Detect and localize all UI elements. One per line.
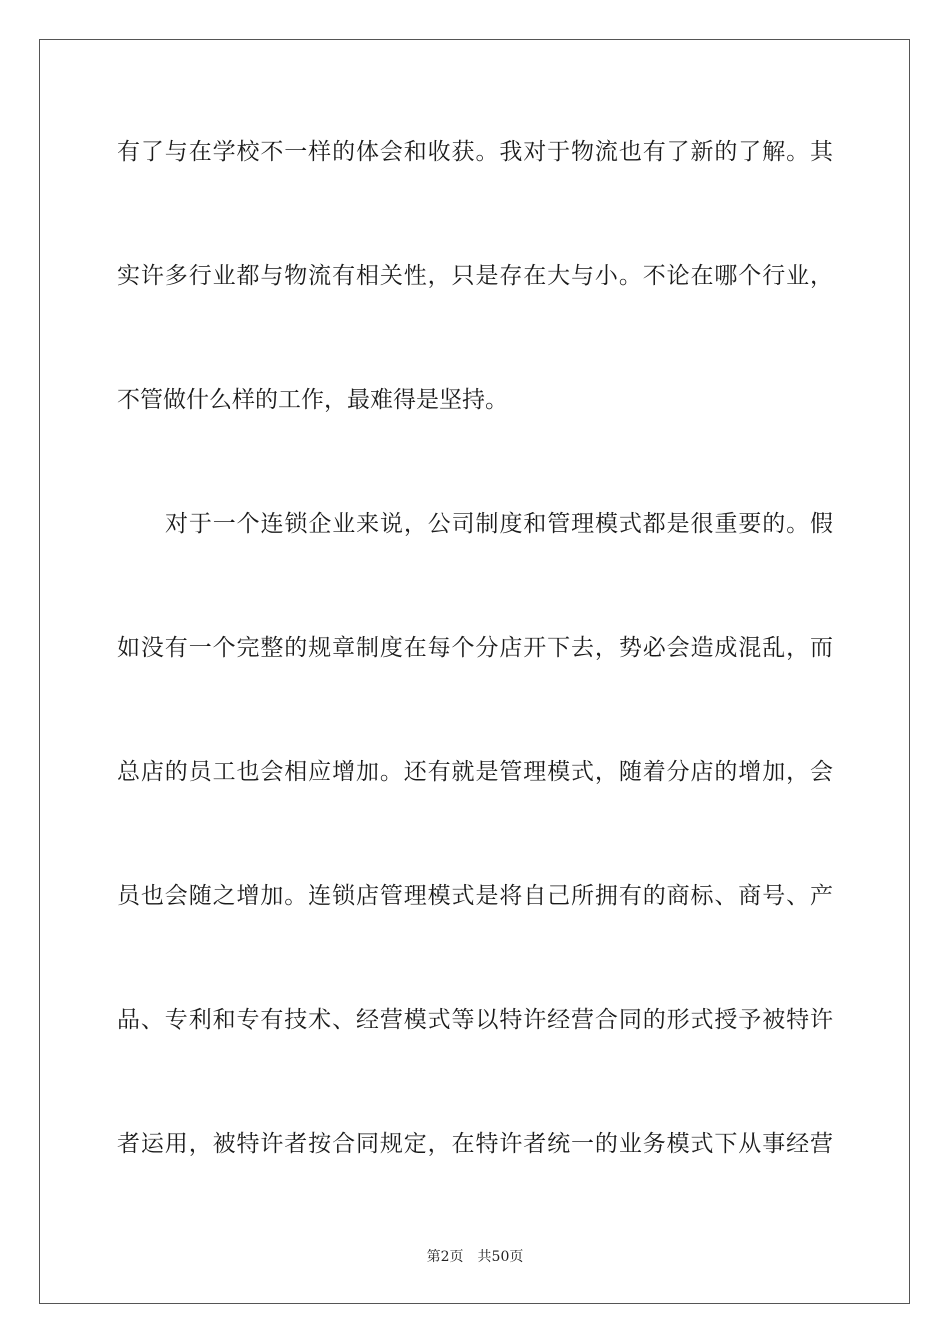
text-line: 如没有一个完整的规章制度在每个分店开下去，势必会造成混乱，而 bbox=[117, 635, 833, 661]
text-line: 有了与在学校不一样的体会和收获。我对于物流也有了新的了解。其 bbox=[117, 139, 833, 165]
text-line: 者运用，被特许者按合同规定，在特许者统一的业务模式下从事经营 bbox=[117, 1131, 833, 1157]
text-line: 品、专利和专有技术、经营模式等以特许经营合同的形式授予被特许 bbox=[117, 1007, 833, 1033]
page-number: 第2页 bbox=[426, 1249, 464, 1265]
text-line: 实许多行业都与物流有相关性，只是存在大与小。不论在哪个行业， bbox=[117, 263, 833, 289]
page-footer bbox=[0, 1248, 950, 1266]
text-line: 总店的员工也会相应增加。还有就是管理模式，随着分店的增加，会 bbox=[117, 759, 833, 785]
text-line: 对于一个连锁企业来说，公司制度和管理模式都是很重要的。假 bbox=[165, 511, 833, 537]
page-border bbox=[39, 39, 910, 1304]
text-line: 员也会随之增加。连锁店管理模式是将自己所拥有的商标、商号、产 bbox=[117, 883, 833, 909]
total-pages: 共50页 bbox=[477, 1249, 524, 1265]
text-line: 不管做什么样的工作，最难得是坚持。 bbox=[117, 387, 508, 413]
